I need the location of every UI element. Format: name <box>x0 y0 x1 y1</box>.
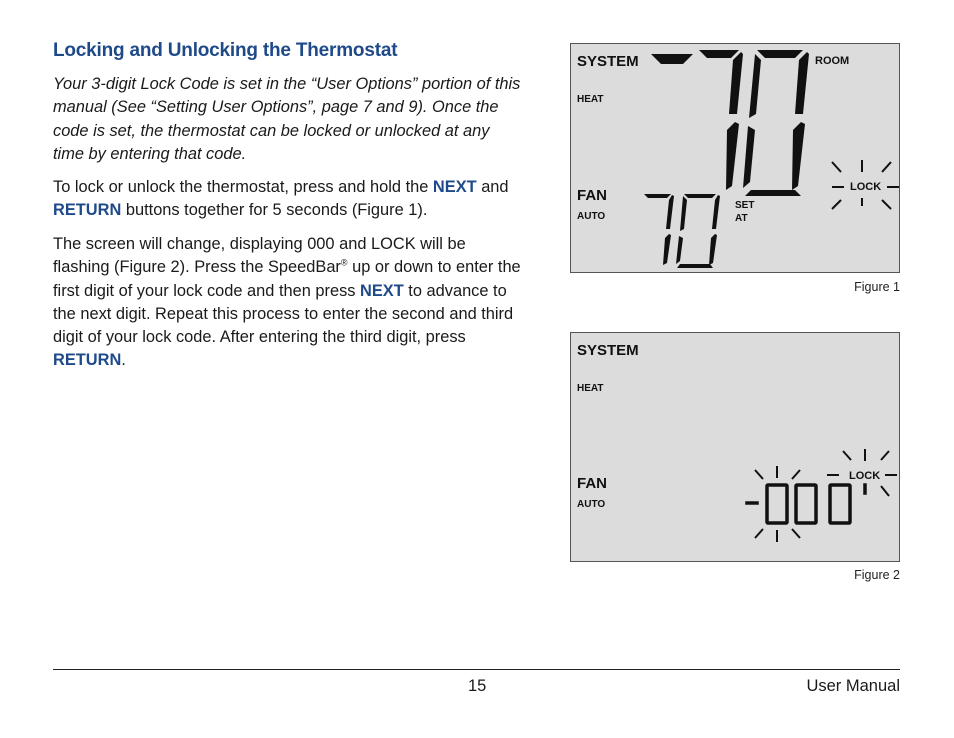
return-button-reference: RETURN <box>53 351 122 370</box>
footer-divider <box>53 669 900 670</box>
set-temperature-digits <box>644 194 720 268</box>
auto-indicator: AUTO <box>577 499 606 510</box>
system-indicator: SYSTEM <box>577 342 639 359</box>
footer-title: User Manual <box>806 677 900 695</box>
heat-indicator: HEAT <box>577 94 604 105</box>
next-button-reference: NEXT <box>432 178 477 196</box>
pointer-arrow-icon <box>651 54 693 64</box>
lcd-display-2 <box>571 333 900 562</box>
return-button-reference: RETURN <box>53 201 122 220</box>
auto-indicator: AUTO <box>577 211 606 222</box>
page-title: Locking and Unlocking the Thermostat <box>53 40 398 61</box>
intro-paragraph: Your 3-digit Lock Code is set in the “User Options” portion of this manual (See “Setting User Options”, page 7 and 9). Once the code is set, the thermostat can be locked or unlocked at any time by entering that code. <box>53 75 521 163</box>
figure-1-thermostat-display <box>570 43 900 273</box>
page-number: 15 <box>468 677 487 695</box>
room-indicator: ROOM <box>815 55 850 67</box>
figure-2-caption: Figure 2 <box>854 568 900 582</box>
next-button-reference: NEXT <box>360 281 404 300</box>
fan-indicator: FAN <box>577 187 607 204</box>
room-temperature-digits <box>651 50 809 196</box>
lock-indicator: LOCK <box>850 181 882 193</box>
heat-indicator: HEAT <box>577 383 604 394</box>
system-indicator: SYSTEM <box>577 53 639 70</box>
registered-mark: ® <box>340 257 348 268</box>
figure-1-caption: Figure 1 <box>854 280 900 294</box>
lcd-display-1 <box>571 44 900 273</box>
at-indicator: AT <box>735 213 748 224</box>
figure-2-thermostat-display <box>570 332 900 562</box>
lock-instructions-paragraph: To lock or unlock the thermostat, press and hold the NEXT and RETURN buttons together for 5 seconds (Figure 1). <box>53 178 509 220</box>
digit-flash-rays-icon <box>755 466 800 542</box>
code-entry-paragraph: The screen will change, displaying 000 and LOCK will be flashing (Figure 2). Press the SpeedBar® up or down to enter the first digit of your lock code and then press NEXT to advance to the next digit. Repeat this process to enter the second and third digit of your lock code. After entering the third digit, press RETURN. <box>53 235 521 370</box>
set-indicator: SET <box>735 200 755 211</box>
lock-code-digits <box>747 485 865 523</box>
fan-indicator: FAN <box>577 475 607 492</box>
lock-indicator: LOCK <box>849 470 881 482</box>
